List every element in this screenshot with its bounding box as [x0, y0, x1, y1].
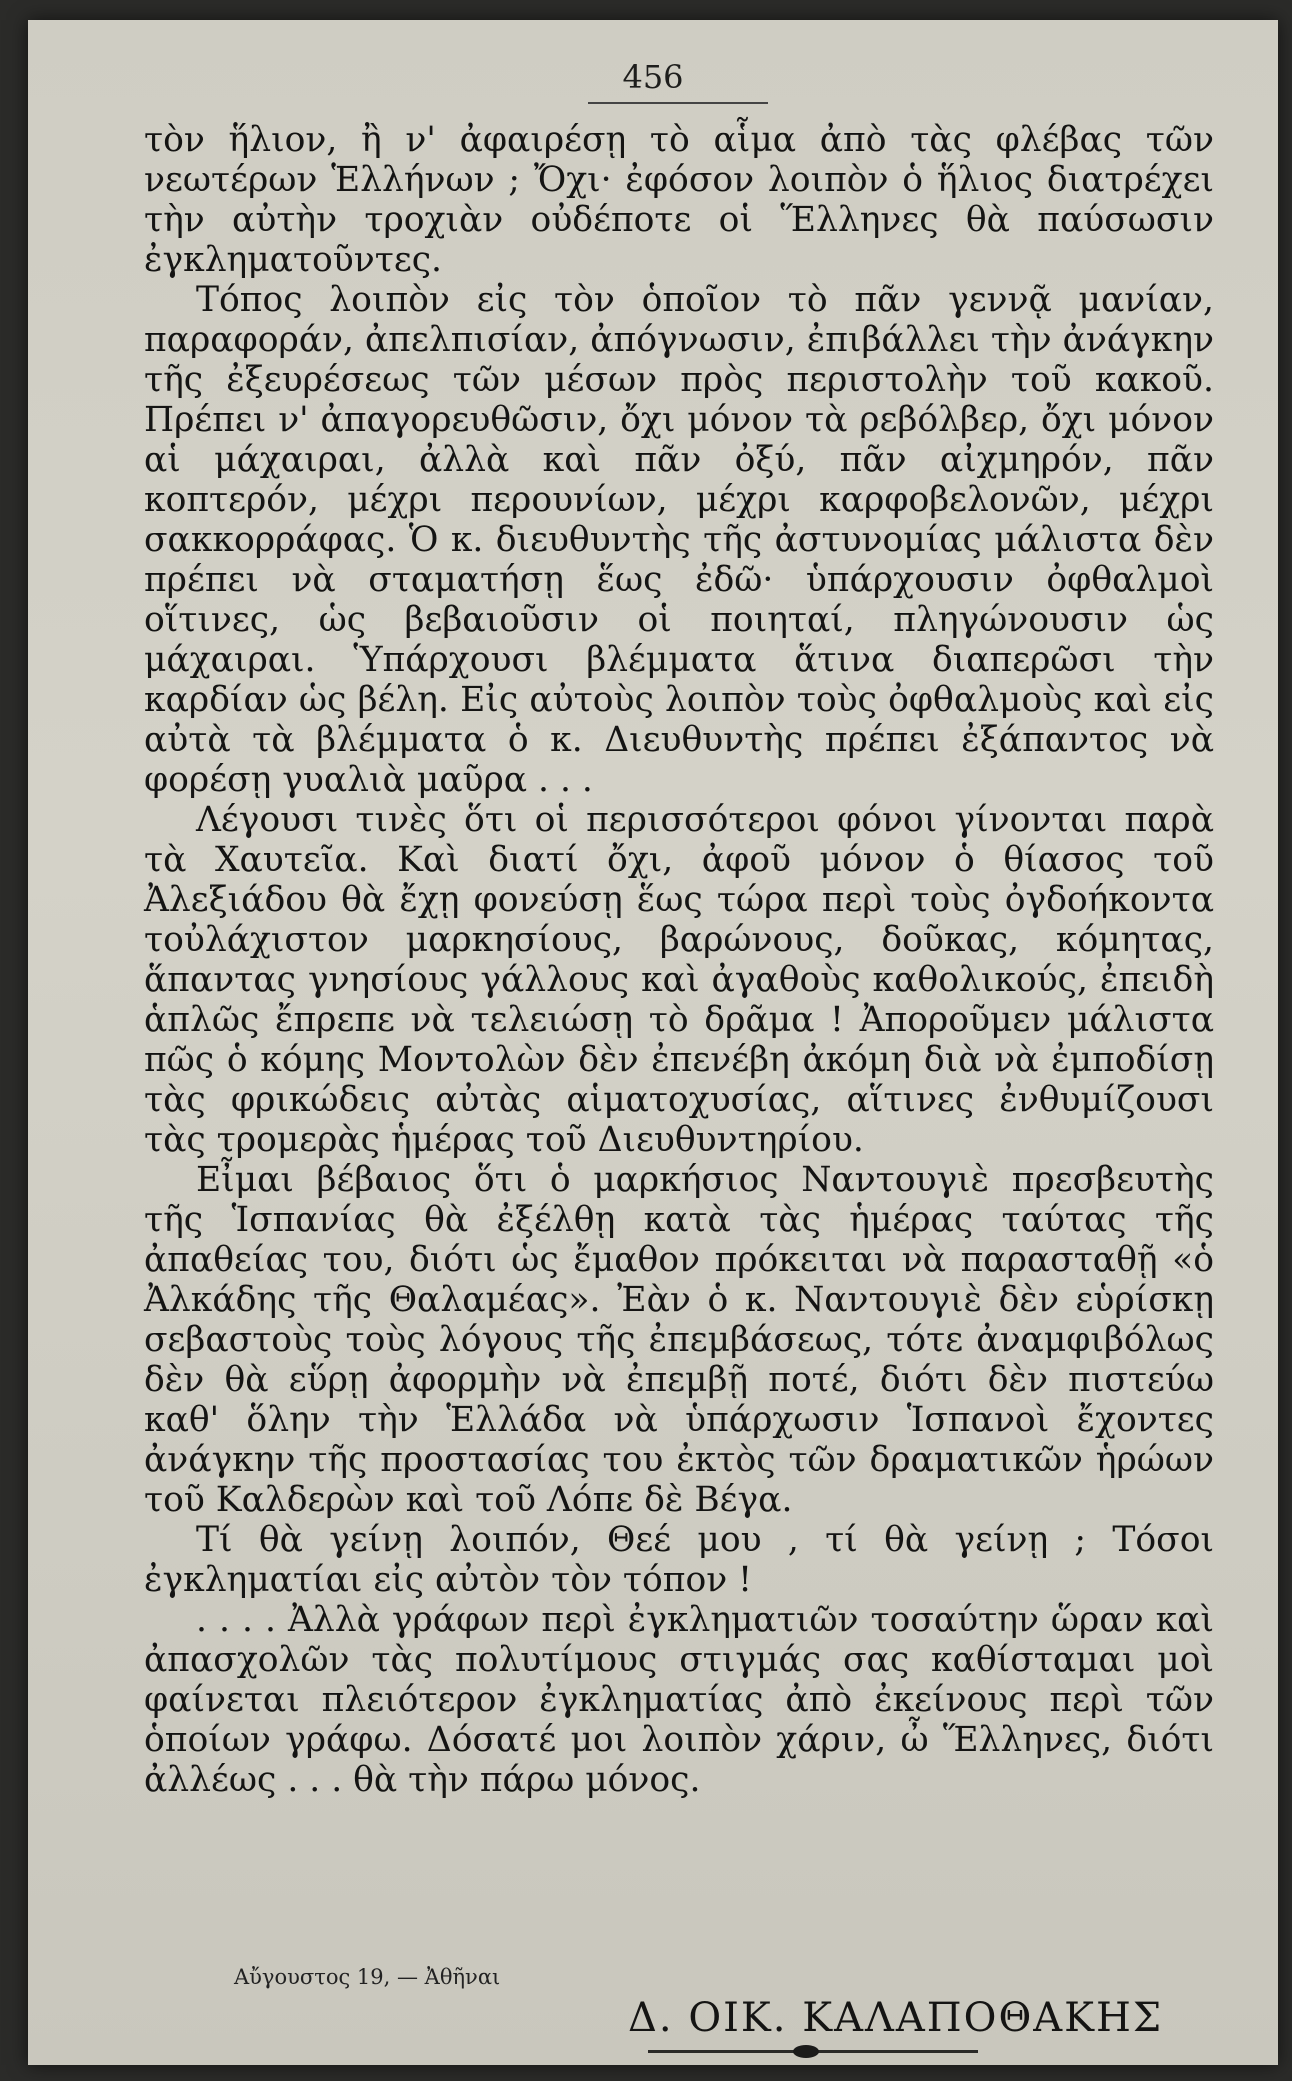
book-page	[28, 20, 1278, 2065]
paragraph-1: τὸν ἥλιον, ἢ ν' ἀφαιρέσῃ τὸ αἷμα ἀπὸ τὰς φλέβας τῶν νεωτέρων Ἑλλήνων ; Ὄχι· ἐφόσον λοιπὸν ὁ ἥλιος διατρέχει τὴν αὐτὴν τροχιὰν οὐδέποτε οἱ Ἕλληνες θὰ παύσωσιν ἐγκληματοῦντες.	[144, 120, 1214, 280]
dateline: Αὔγουστος 19, — Ἀθῆναι	[234, 1965, 501, 1989]
page-number-rule	[588, 102, 768, 104]
page-number: 456	[622, 58, 684, 96]
author-signature: Δ. ΟΙΚ. ΚΑΛΑΠΟΘΑΚΗΣ	[628, 1995, 1164, 2041]
paragraph-4: Εἶμαι βέβαιος ὅτι ὁ μαρκήσιος Ναντουγιὲ πρεσβευτὴς τῆς Ἱσπανίας θὰ ἐξέλθῃ κατὰ τὰς ἡμέρας ταύτας τῆς ἀπαθείας του, διότι ὡς ἔμαθον πρόκειται νὰ παρασταθῇ «ὁ Ἀλκάδης τῆς Θαλαμέας». Ἐὰν ὁ κ. Ναντουγιὲ δὲν εὑρίσκῃ σεβαστοὺς τοὺς λόγους τῆς ἐπεμβάσεως, τότε ἀναμφιβόλως δὲν θὰ εὕρῃ ἀφορμὴν νὰ ἐπεμβῇ ποτέ, διότι δὲν πιστεύω καθ' ὅλην τὴν Ἑλλάδα νὰ ὑπάρχωσιν Ἱσπανοὶ ἔχοντες ἀνάγκην τῆς προστασίας του ἐκτὸς τῶν δραματικῶν ἡρώων τοῦ Καλδερὼν καὶ τοῦ Λόπε δὲ Βέγα.	[144, 1160, 1214, 1520]
paragraph-2: Τόπος λοιπὸν εἰς τὸν ὁποῖον τὸ πᾶν γεννᾷ μανίαν, παραφοράν, ἀπελπισίαν, ἀπόγνωσιν, ἐπιβάλλει τὴν ἀνάγκην τῆς ἐξευρέσεως τῶν μέσων πρὸς περιστολὴν τοῦ κακοῦ. Πρέπει ν' ἀπαγορευθῶσιν, ὄχι μόνον τὰ ρεβόλβερ, ὄχι μόνον αἱ μάχαιραι, ἀλλὰ καὶ πᾶν ὀξύ, πᾶν αἰχμηρόν, πᾶν κοπτερόν, μέχρι περουνίων, μέχρι καρφοβελονῶν, μέχρι σακκορράφας. Ὁ κ. διευθυντὴς τῆς ἀστυνομίας μάλιστα δὲν πρέπει νὰ σταματήσῃ ἕως ἐδῶ· ὑπάρχουσιν ὀφθαλμοὶ οἵτινες, ὡς βεβαιοῦσιν οἱ ποιηταί, πληγώνουσιν ὡς μάχαιραι. Ὑπάρχουσι βλέμματα ἅτινα διαπερῶσι τὴν καρδίαν ὡς βέλη. Εἰς αὐτοὺς λοιπὸν τοὺς ὀφθαλμοὺς καὶ εἰς αὐτὰ τὰ βλέμματα ὁ κ. Διευθυντὴς πρέπει ἐξάπαντος νὰ φορέσῃ γυαλιὰ μαῦρα . . .	[144, 280, 1214, 800]
closing-ornament	[793, 2045, 819, 2058]
paragraph-3: Λέγουσι τινὲς ὅτι οἱ περισσότεροι φόνοι γίνονται παρὰ τὰ Χαυτεῖα. Καὶ διατί ὄχι, ἀφοῦ μόνον ὁ θίασος τοῦ Ἀλεξιάδου θὰ ἔχῃ φονεύσῃ ἕως τώρα περὶ τοὺς ὀγδοήκοντα τοὐλάχιστον μαρκησίους, βαρώνους, δοῦκας, κόμητας, ἅπαντας γνησίους γάλλους καὶ ἀγαθοὺς καθολικούς, ἐπειδὴ ἁπλῶς ἔπρεπε νὰ τελειώσῃ τὸ δρᾶμα ! Ἀποροῦμεν μάλιστα πῶς ὁ κόμης Μοντολὼν δὲν ἐπενέβη ἀκόμη διὰ νὰ ἐμποδίσῃ τὰς φρικώδεις αὐτὰς αἱματοχυσίας, αἵτινες ἐνθυμίζουσι τὰς τρομερὰς ἡμέρας τοῦ Διευθυντηρίου.	[144, 800, 1214, 1160]
paragraph-5: Τί θὰ γείνῃ λοιπόν, Θεέ μου , τί θὰ γείνῃ ; Τόσοι ἐγκληματίαι εἰς αὐτὸν τὸν τόπον !	[144, 1520, 1214, 1600]
paragraph-6: . . . . Ἀλλὰ γράφων περὶ ἐγκληματιῶν τοσαύτην ὥραν καὶ ἀπασχολῶν τὰς πολυτίμους στιγμάς σας καθίσταμαι μοὶ φαίνεται πλειότερον ἐγκληματίας ἀπὸ ἐκείνους περὶ τῶν ὁποίων γράφω. Δόσατέ μοι λοιπὸν χάριν, ὦ Ἕλληνες, διότι ἀλλέως . . . θὰ τὴν πάρω μόνος.	[144, 1600, 1214, 1800]
body-text	[144, 120, 1214, 1800]
